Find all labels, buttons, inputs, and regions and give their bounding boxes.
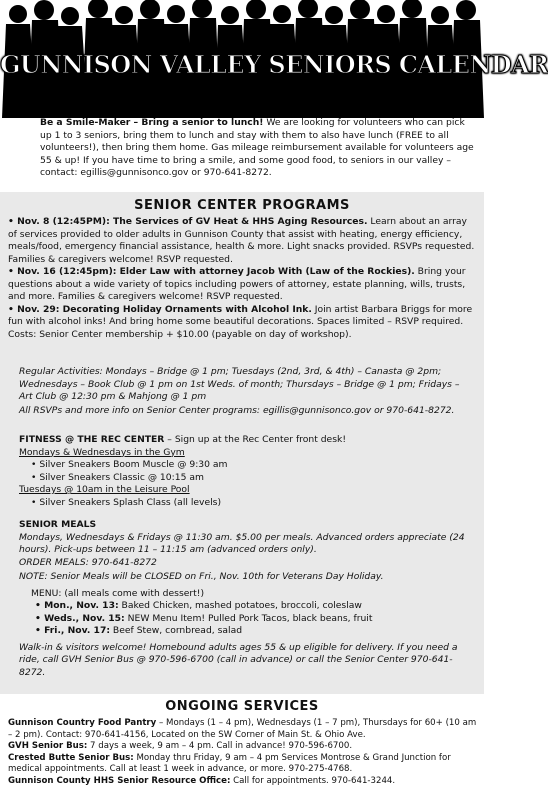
menu-item: [19, 600, 470, 613]
ongoing-item-text: Call for appointments. 970-641-3244.: [230, 775, 396, 786]
ongoing-list: [8, 718, 478, 787]
gym-title: Mondays & Wednesdays in the Gym: [19, 446, 185, 458]
menu-day: • Weds., Nov. 15:: [35, 612, 125, 624]
ongoing-title: ONGOING SERVICES: [165, 699, 319, 714]
header-banner: [0, 0, 548, 118]
programs-title: SENIOR CENTER PROGRAMS: [134, 198, 350, 213]
intro-lead: Be a Smile-Maker – Bring a senior to lunch!: [40, 117, 264, 128]
menu-item: [19, 625, 470, 638]
gym-item: • Silver Sneakers Classic @ 10:15 am: [31, 471, 204, 483]
ongoing-item: [8, 776, 478, 788]
meals-block: [19, 519, 470, 679]
regular-activities: Regular Activities: Mondays – Bridge @ 1 pm; Tuesdays (2nd, 3rd, & 4th) – Canasta @ 2pm; Wednesdays – Book Club @ 1 pm on 1st Weds. of month; Thursdays – Bridge @ 1 pm; Fridays – Art Club @ 12:30 pm & Mahjong @ 1 pm: [19, 366, 460, 402]
program-item: [8, 266, 478, 304]
menu-dish: NEW Menu Item! Pulled Pork Tacos, black beans, fruit: [124, 612, 373, 624]
program-item-title: • Nov. 8 (12:45PM): The Services of GV Heat & HHS Aging Resources.: [8, 216, 368, 227]
ongoing-item: [8, 718, 478, 741]
ongoing-item-title: Gunnison Country Food Pantry: [8, 718, 157, 728]
ongoing-item-text: – Mondays (1 – 4 pm), Wednesdays (1 – 7 pm), Thursdays for 60+ (10 am – 2 pm). Contact: 970-641-4156, Located on the SW Corner of Main St. & Ohio Ave.: [8, 718, 477, 740]
intro-paragraph: [40, 117, 476, 180]
menu-day: • Mon., Nov. 13:: [35, 600, 119, 611]
program-item-text: Join artist Barbara Briggs for more fun with alcohol inks! And bring home some beautiful decorations. Spaces limited – RSVP required. Costs: Senior Center membership + $10.00 (payable on day of workshop).: [8, 303, 473, 340]
fitness-block: [19, 434, 470, 509]
ongoing-item-text: Monday thru Friday, 9 am – 4 pm Services Montrose & Grand Junction for medical appointments. Call at least 1 week in advance, or more. 970-275-4768.: [8, 752, 451, 774]
gym-item: • Silver Sneakers Boom Muscle @ 9:30 am: [31, 459, 228, 470]
ongoing-item: [8, 741, 478, 753]
pool-item: • Silver Sneakers Splash Class (all levels): [31, 496, 222, 508]
program-item-text: Bring your questions about a wide variety of topics including powers of attorney, estate planning, wills, trusts, and more. Families & caregivers welcome! RSVP requested.: [8, 266, 466, 302]
program-item-text: Learn about an array of services provided to older adults in Gunnison County that assist with heating, energy efficiency, meals/food, emergency financial assistance, health & more. Light snacks provided. RSVPs requested. Families & caregivers welcome! RSVP requested.: [8, 216, 475, 265]
ongoing-item-text: 7 days a week, 9 am – 4 pm. Call in advance! 970-596-6700.: [87, 741, 353, 751]
menu-dish: Baked Chicken, mashed potatoes, broccoli, coleslaw: [118, 600, 362, 611]
ongoing-item-title: GVH Senior Bus:: [8, 741, 88, 751]
meals-delivery: Walk-in & visitors welcome! Homebound adults ages 55 & up eligible for delivery. If you need a ride, call GVH Senior Bus @ 970-596-6700 (call in advance) or call the Senior Center 970-641-8272.: [19, 641, 458, 678]
ongoing-item-title: Crested Butte Senior Bus:: [8, 752, 134, 763]
fitness-heading-rest: – Sign up at the Rec Center front desk!: [164, 434, 346, 445]
pool-title: Tuesdays @ 10am in the Leisure Pool: [19, 484, 190, 495]
menu-title: MENU: (all meals come with dessert!): [31, 587, 205, 599]
page-title: GUNNISON VALLEY SENIORS CALENDAR: [0, 50, 548, 79]
intro-body: We are looking for volunteers who can pick up 1 to 3 seniors, bring them to lunch and stay with them to also have lunch (FREE to all volunteers!), then bring them home. Gas mileage reimbursement available for volunteers age 55 & up! If you have time to bring a smile, and some good food, to seniors in our valley – contact: egillis@gunnisonco.gov or 970-641-8272.: [40, 117, 474, 178]
program-item-title: • Nov. 29: Decorating Holiday Ornaments with Alcohol Ink.: [8, 303, 312, 315]
meals-heading: SENIOR MEALS: [19, 519, 97, 530]
ongoing-item-title: Gunnison County HHS Senior Resource Office:: [8, 775, 231, 786]
programs-list: [8, 216, 478, 341]
rsvp-info: All RSVPs and more info on Senior Center programs: egillis@gunnisonco.gov or 970-641-8272.: [19, 405, 455, 416]
fitness-heading: FITNESS @ THE REC CENTER: [19, 434, 165, 445]
meals-orders: ORDER MEALS: 970-641-8272: [19, 556, 157, 568]
meals-note: NOTE: Senior Meals will be CLOSED on Fri., Nov. 10th for Veterans Day Holiday.: [19, 571, 384, 582]
meals-schedule: Mondays, Wednesdays & Fridays @ 11:30 am. $5.00 per meals. Advanced orders appreciate (24 hours). Pick-ups between 11 – 11:15 am (advanced orders only).: [19, 531, 465, 555]
program-item-title: • Nov. 16 (12:45pm): Elder Law with attorney Jacob With (Law of the Rockies).: [8, 266, 415, 277]
menu-dish: Beef Stew, cornbread, salad: [110, 625, 243, 636]
program-item: [8, 304, 478, 342]
program-item: [8, 216, 478, 266]
menu-item: [19, 613, 470, 626]
menu-day: • Fri., Nov. 17:: [35, 625, 111, 636]
ongoing-item: [8, 753, 478, 776]
